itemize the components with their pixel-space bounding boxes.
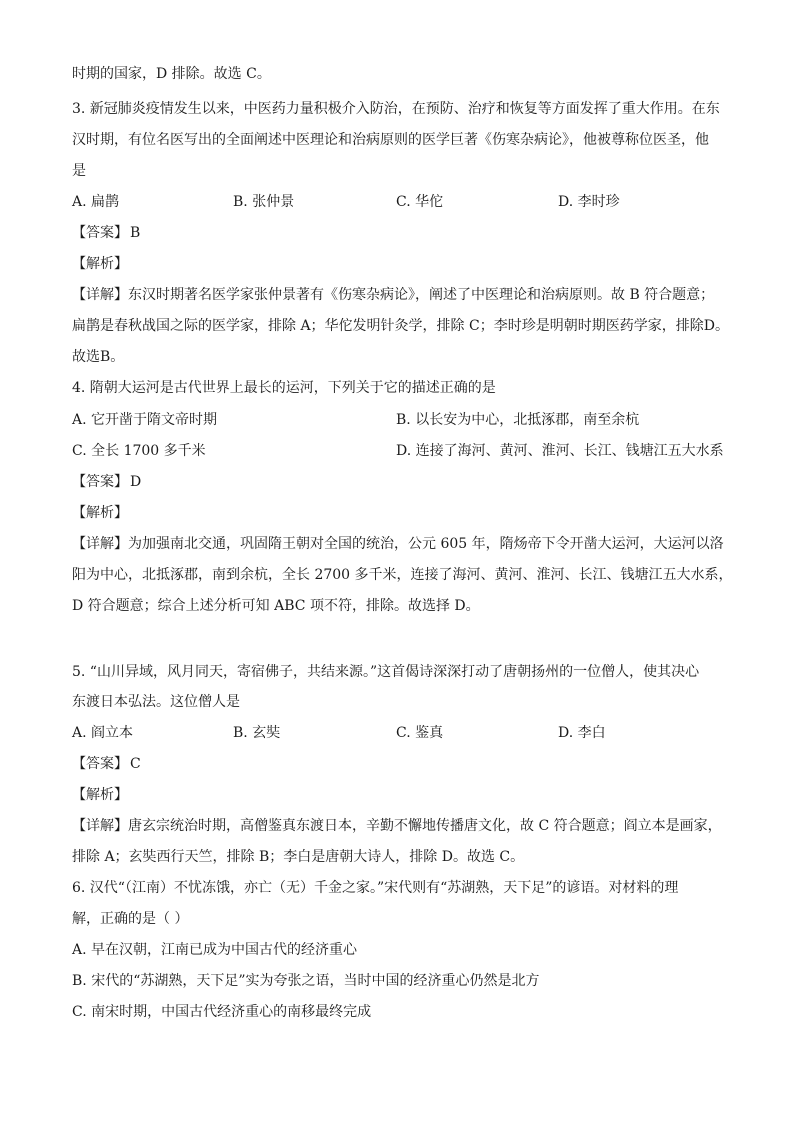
answer-label: 【答案】 [72, 474, 128, 490]
q4-option-a: A. 它开凿于隋文帝时期 [72, 412, 218, 428]
q3-detail-line-1 [72, 285, 714, 305]
q4-option-c: C. 全长 1700 多千米 [72, 443, 206, 459]
detail-label: 【详解】 [72, 818, 128, 834]
answer-value: C [130, 756, 141, 772]
q3-stem-line-1: 3. 新冠肺炎疫情发生以来，中医药力量积极介入防治，在预防、治疗和恢复等方面发挥了重大作用。在东 [72, 101, 720, 117]
q5-detail-line-1 [72, 816, 722, 836]
q5-analysis-label: 【解析】 [72, 787, 128, 803]
detail-text: 为加强南北交通，巩固隋王朝对全国的统治，公元 605 年，隋炀帝下令开凿大运河，大运河以洛 [128, 536, 724, 552]
q5-stem-line-1: 5. “山川异域，风月同天，寄宿佛子，共结来源。”这首偈诗深深打动了唐朝扬州的一位僧人，使其决心 [72, 664, 700, 680]
q4-stem-line-1: 4. 隋朝大运河是古代世界上最长的运河，下列关于它的描述正确的是 [72, 380, 496, 396]
q5-answer [72, 754, 141, 774]
q6-stem-line-1: 6. 汉代“（江南）不忧冻饿，亦亡（无）千金之家。”宋代则有“苏湖熟，天下足”的谚语。对材料的理 [72, 880, 679, 896]
detail-label: 【详解】 [72, 287, 128, 303]
q4-detail-line-2: 阳为中心，北抵涿郡，南到余杭，全长 2700 多千米，连接了海河、黄河、淮河、长江、钱塘江五大水系， [72, 567, 733, 583]
q5-option-b: B. 玄奘 [233, 725, 281, 741]
answer-value: D [130, 474, 142, 490]
q3-analysis-label: 【解析】 [72, 256, 128, 272]
q3-detail-line-2: 扁鹊是春秋战国之际的医学家，排除 A；华佗发明针灸学，排除 C；李时珍是明朝时期医药学家，排除D。 [72, 318, 729, 334]
q5-stem-line-2: 东渡日本弘法。这位僧人是 [72, 694, 240, 710]
q5-option-c: C. 鉴真 [396, 725, 444, 741]
q3-option-a: A. 扁鹊 [72, 194, 120, 210]
q6-stem-line-2: 解，正确的是（ ） [72, 911, 189, 927]
q4-detail-line-1 [72, 534, 724, 554]
q3-stem-line-2: 汉时期，有位名医写出的全面阐述中医理论和治病原则的医学巨著《伤寒杂病论》，他被尊称位医圣，他 [72, 132, 709, 148]
q3-stem-line-3: 是 [72, 163, 86, 179]
q3-detail-line-3: 故选B。 [72, 349, 125, 365]
q4-analysis-label: 【解析】 [72, 505, 128, 521]
answer-label: 【答案】 [72, 225, 128, 241]
carryover-line: 时期的国家，D 排除。故选 C。 [72, 66, 271, 82]
q6-option-a: A. 早在汉朝，江南已成为中国古代的经济重心 [72, 942, 358, 958]
q5-option-d: D. 李白 [558, 725, 606, 741]
detail-label: 【详解】 [72, 536, 128, 552]
q3-option-c: C. 华佗 [396, 194, 444, 210]
q4-detail-line-3: D 符合题意；综合上述分析可知 ABC 项不符，排除。故选择 D。 [72, 598, 480, 614]
q4-option-d: D. 连接了海河、黄河、淮河、长江、钱塘江五大水系 [396, 443, 724, 459]
q6-option-b: B. 宋代的“苏湖熟，天下足”实为夸张之语，当时中国的经济重心仍然是北方 [72, 973, 540, 989]
q3-option-b: B. 张仲景 [233, 194, 295, 210]
q4-option-b: B. 以长安为中心，北抵涿郡，南至余杭 [396, 412, 640, 428]
q3-answer [72, 223, 140, 243]
answer-value: B [130, 225, 141, 241]
q4-answer [72, 472, 141, 492]
q6-option-c: C. 南宋时期，中国古代经济重心的南移最终完成 [72, 1004, 372, 1020]
detail-text: 东汉时期著名医学家张仲景著有《伤寒杂病论》，阐述了中医理论和治病原则。故 B 符合题意； [128, 287, 715, 303]
q5-detail-line-2: 排除 A；玄奘西行天竺，排除 B；李白是唐朝大诗人，排除 D。故选 C。 [72, 849, 525, 865]
q5-option-a: A. 阎立本 [72, 725, 134, 741]
answer-label: 【答案】 [72, 756, 128, 772]
q3-option-d: D. 李时珍 [558, 194, 620, 210]
detail-text: 唐玄宗统治时期，高僧鉴真东渡日本，辛勤不懈地传播唐文化，故 C 符合题意；阎立本是画家， [128, 818, 722, 834]
